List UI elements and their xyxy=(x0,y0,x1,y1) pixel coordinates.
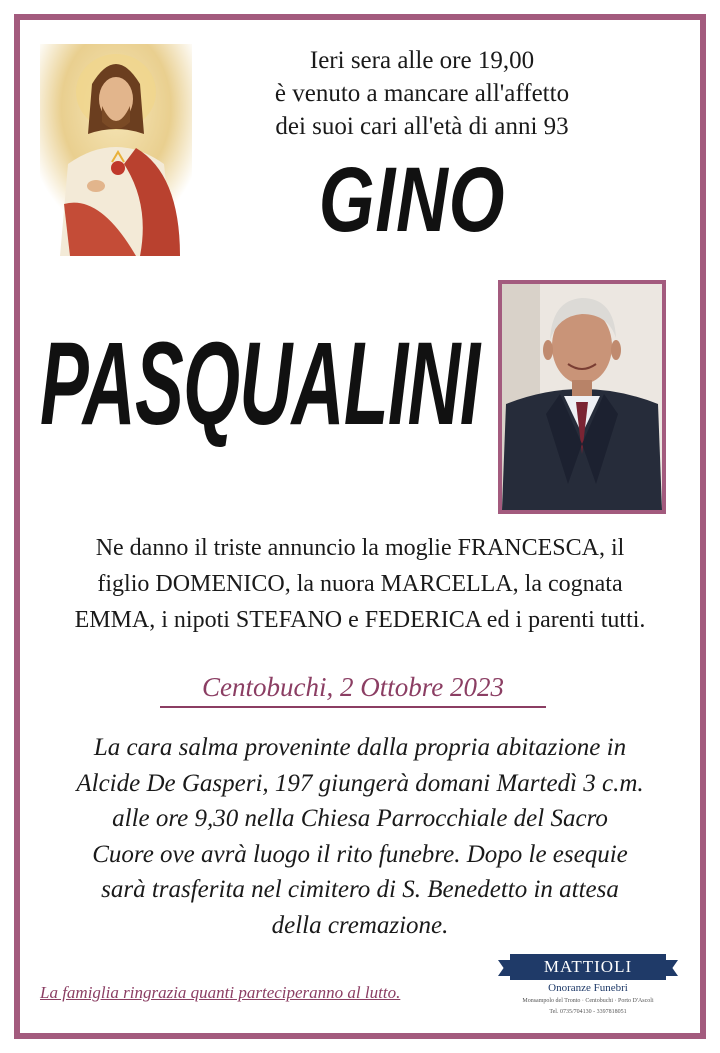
funeral-line: La cara salma proveninte dalla propria abitazione in xyxy=(93,734,627,761)
announcement-line: EMMA, i nipoti STEFANO e FEDERICA ed i parenti tutti. xyxy=(74,607,646,633)
funeral-line: alle ore 9,30 nella Chiesa Parrocchiale del Sacro xyxy=(112,805,608,832)
logo-locations: Monsampolo del Tronto · Centobuchi · Porto D'Ascoli xyxy=(522,998,654,1004)
deceased-last-name: PASQUALINI xyxy=(40,318,480,450)
intro-text xyxy=(222,44,622,143)
announcement-line: figlio DOMENICO, la nuora MARCELLA, la cognata xyxy=(97,571,623,597)
family-thanks: La famiglia ringrazia quanti parteciperanno al lutto. xyxy=(40,983,401,1002)
deceased-first-name: GINO xyxy=(318,149,506,251)
funeral-line: della cremazione. xyxy=(271,911,449,939)
deceased-portrait xyxy=(498,280,666,514)
funeral-details xyxy=(28,730,692,943)
intro-line: è venuto a mancare all'affetto xyxy=(274,80,570,107)
place-date: Centobuchi, 2 Ottobre 2023 xyxy=(160,670,546,708)
intro-line: dei suoi cari all'età di anni 93 xyxy=(275,113,569,140)
announcement-text xyxy=(44,530,676,638)
logo-phone: Tel. 0735/704130 - 3397818051 xyxy=(549,1009,627,1015)
logo-subtitle: Onoranze Funebri xyxy=(548,982,628,994)
logo-name: MATTIOLI xyxy=(510,954,666,980)
funeral-line: Alcide De Gasperi, 197 giungerà domani Martedì 3 c.m. xyxy=(76,769,644,797)
sacred-heart-image xyxy=(40,44,192,256)
announcement-line: Ne danno il triste annuncio la moglie FRANCESCA, il xyxy=(95,535,625,561)
funeral-line: sarà trasferita nel cimitero di S. Benedetto in attesa xyxy=(101,876,619,903)
intro-line: Ieri sera alle ore 19,00 xyxy=(309,47,535,74)
funeral-home-logo xyxy=(490,952,686,1024)
funeral-line: Cuore ove avrà luogo il rito funebre. Dopo le esequie xyxy=(92,840,628,868)
